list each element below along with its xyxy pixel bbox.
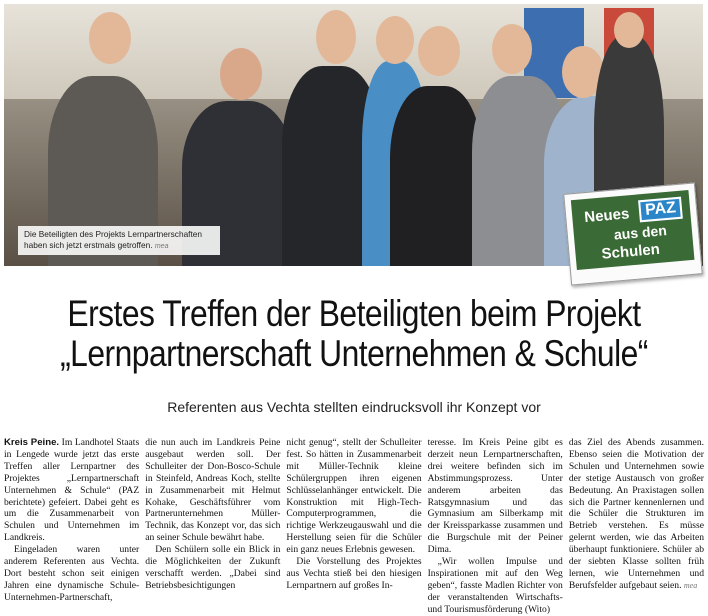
badge-line-1: Neues <box>583 205 630 227</box>
article-dateline: Kreis Peine. <box>4 437 60 448</box>
article-paragraph: teresse. Im Kreis Peine gibt es derzeit neun Lernpartnerschaften, drei weitere befinden sich im Abstimmungsprozess. Unter anderem arbeiten das Ratsgymnasium und das Gymnasium am Silberkamp mit der Kreissparkasse zusammen und die Burgschule mit der Peiner Dima. <box>427 437 563 556</box>
photo-person-head <box>492 24 532 74</box>
photo-caption <box>18 226 220 255</box>
author-credit: mea <box>683 580 698 590</box>
article-paragraph: Eingeladen waren unter anderem Referenten aus Vechta. Dort besteht schon seit einigen Jahren eine dynamische Schule-Unternehmen-Partnerschaft, <box>4 544 140 603</box>
photo-caption-text: Die Beteiligten des Projekts Lernpartnerschaften haben sich jetzt erstmals getroffen. <box>24 229 203 250</box>
article-body <box>4 437 705 615</box>
article-paragraph: Die Vorstellung des Projektes aus Vechta stieß bei den hiesigen Lernpartnern auf großes In- <box>286 556 422 591</box>
badge-board <box>571 190 695 270</box>
photo-person-head <box>418 26 460 76</box>
headline-line-1: Erstes Treffen der Beteiligten beim Projekt <box>67 293 641 334</box>
photo-person-head <box>89 12 131 64</box>
article-column-1 <box>4 437 140 603</box>
article-paragraph <box>4 437 139 544</box>
headline-line-2: „Lernpartnerschaft Unternehmen & Schule“ <box>60 333 648 374</box>
photo-person-head <box>376 16 414 64</box>
article-subheadline: Referenten aus Vechta stellten eindrucksvoll ihr Konzept vor <box>167 399 541 415</box>
article-paragraph: die nun auch im Landkreis Peine ausgebaut werden soll. Der Schulleiter der Don-Bosco-Schule in Steinfeld, Andreas Koch, stellte in Zusammenarbeit mit Helmut Kohake, Geschäftsführer vom Partnerunternehmen Müller-Technik, das Konzept vor, das sich an seiner Schule bewährt habe. <box>145 437 281 544</box>
photo-person-head <box>316 10 356 64</box>
article-column-3 <box>286 437 421 597</box>
paz-schulen-badge <box>563 182 703 285</box>
article-text: das Ziel des Abends zusammen. Ebenso seien die Motivation der Schulen und Unternehmen sowie der stetige Austausch von großer Bedeutung. An Praxistagen sollen sich die Partner kennenlernen und die Schüler die Strukturen im Betrieb verstehen. Es müsse gelernt werden, wie das Arbeiten überhaupt funktioniere. Schüler ab der siebten Klasse sollten früh lernen, wie Unternehmen und Berufsfelder aufgebaut seien. <box>568 437 705 591</box>
article-headline <box>50 294 659 374</box>
article-column-2 <box>145 437 280 597</box>
photo-person-head <box>220 48 262 100</box>
photo-person-head <box>614 12 644 48</box>
article-paragraph <box>569 437 704 592</box>
badge-line-3: Schulen <box>600 240 661 263</box>
paz-logo: PAZ <box>638 197 683 223</box>
article-column-4 <box>427 437 563 615</box>
article-paragraph: Den Schülern solle ein Blick in die Möglichkeiten der Zukunft verschafft werden. „Dabei sind Betriebsbesichtigungen <box>145 544 281 591</box>
article-paragraph: nicht genug“, stellt der Schulleiter fest. So hätten in Zusammenarbeit mit Müller-Technik kleine Schülergruppen ihren eigenen Schlüsselanhänger entwickelt. Die Konstruktion mit High-Tech-Computerprogrammen, die richtige Werkzeugauswahl und die Herstellung seien für die Schüler ein ganz neues Erlebnis gewesen. <box>286 437 422 556</box>
photo-person <box>390 86 482 266</box>
photo-credit: mea <box>154 243 169 250</box>
article-text: Im Landhotel Staats in Lengede wurde jetzt das erste Treffen aller Lernpartner des Projektes „Lernpartnerschaft Unternehmen & Schule“ (PAZ berichtete) gefeiert. Dabei geht es um die Zusammenarbeit von Schulen und Unternehmen im Landkreis. <box>4 437 140 544</box>
article-column-5 <box>569 437 704 597</box>
article-paragraph: „Wir wollen Impulse und Inspirationen mit auf den Weg geben“, fasste Madlen Richter von der veranstaltenden Wirtschafts- und Tourismusförderung (Wito) <box>427 556 563 615</box>
badge-line-2: aus den <box>613 222 668 243</box>
